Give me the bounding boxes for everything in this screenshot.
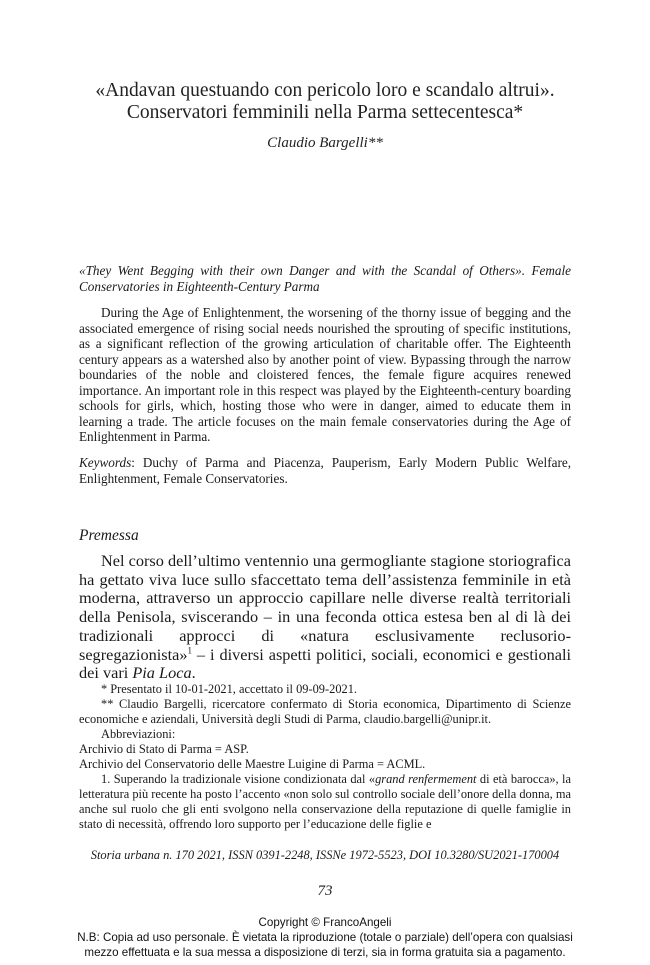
abbreviations-heading: Abbreviazioni: [101,727,176,741]
footnote-star: * Presentato il 10-01-2021, accettato il 09-09-2021. [101,682,358,696]
body-text-italic: Pia Loca [132,663,192,683]
body-text-part-2: – i diversi aspetti politici, sociali, economici e gestionali dei vari [79,644,571,683]
footnote-doublestar: ** Claudio Bargelli, ricercatore confermato di Storia economica, Dipartimento di Scienze economiche e aziendali, Università degli Studi di Parma, claudio.bargelli@unipr.it. [79,697,571,726]
footnote-ref-1[interactable]: 1 [187,645,192,656]
body-text-end: . [191,663,196,683]
footnote-1 [79,772,571,832]
abstract-text: During the Age of Enlightenment, the worsening of the thorny issue of begging and the associated emergence of rising social needs nourished the sprouting of specific institutions, as a significant reflection of the growing articulation of charitable offer. The Eighteenth century appears as a watershed also by another point of view. Bypassing through the narrow boundaries of the noble and cloistered fences, the female figure acquires renewed importance. An important role in this respect was played by the Eighteenth-century boarding schools for girls, which, hosting those who were in danger, aimed to educate them in learning a trade. The article focuses on the main female conservatories during the Age of Enlightenment in Parma. [79,305,571,444]
copyright-line-3: mezzo effettuata e la sua messa a disposizione di terzi, sia in forma gratuita sia a pagamento. [84,946,566,959]
footnote-1-italic: grand renfermement [375,772,477,786]
keywords-label: Keywords [79,455,132,470]
page-number: 73 [317,883,333,899]
copyright-line-1: Copyright © FrancoAngeli [258,916,392,929]
keywords [79,455,571,486]
article-title-line-1: «Andavan questuando con pericolo loro e scandalo altrui». [95,80,555,101]
body-text-part-1: Nel corso dell’ultimo ventennio una germogliante stagione storiografica ha gettato viva luce sullo sfaccettato tema dell’assistenza femminile in età moderna, attraverso un approccio capillare nelle diverse realtà territoriali della Penisola, sviscerando – in una feconda ottica estesa ben al di là dei tradizionali approcci di «natura esclusivamente reclusorio-segregazionista» [79,551,571,664]
copyright-line-2: N.B: Copia ad uso personale. È vietata la riproduzione (totale o parziale) dell’opera con qualsiasi [77,931,573,944]
footnote-1-part-2: di età barocca», la letteratura più recente ha posto l’accento «non solo sul controllo sociale dell’onore della donna, ma anche sul ruolo che gli enti svolgono nella conservazione della reputazione di quelle famiglie in stato di necessità, offrendo loro supporto per l’educazione delle figlie e [79,772,571,831]
section-heading: Premessa [79,527,139,544]
abbreviation-item: Archivio del Conservatorio delle Maestre Luigine di Parma = ACML. [79,757,426,771]
article-author: Claudio Bargelli** [267,135,383,151]
abbreviation-item: Archivio di Stato di Parma = ASP. [79,742,249,756]
footnotes [79,682,571,832]
article-title-line-2: Conservatori femminili nella Parma settecentesca* [126,102,524,123]
article-title [60,80,590,124]
keywords-list: : Duchy of Parma and Piacenza, Pauperism, Early Modern Public Welfare, Enlightenment, Female Conservatories. [79,455,571,486]
journal-citation: Storia urbana n. 170 2021, ISSN 0391-2248, ISSNe 1972-5523, DOI 10.3280/SU2021-170004 [90,848,560,862]
body-paragraph [79,552,571,683]
english-title: «They Went Begging with their own Danger and with the Scandal of Others». Female Conservatories in Eighteenth-Century Parma [79,263,571,294]
copyright-notice [0,915,650,960]
footnote-1-part-1: 1. Superando la tradizionale visione condizionata dal « [101,772,376,786]
